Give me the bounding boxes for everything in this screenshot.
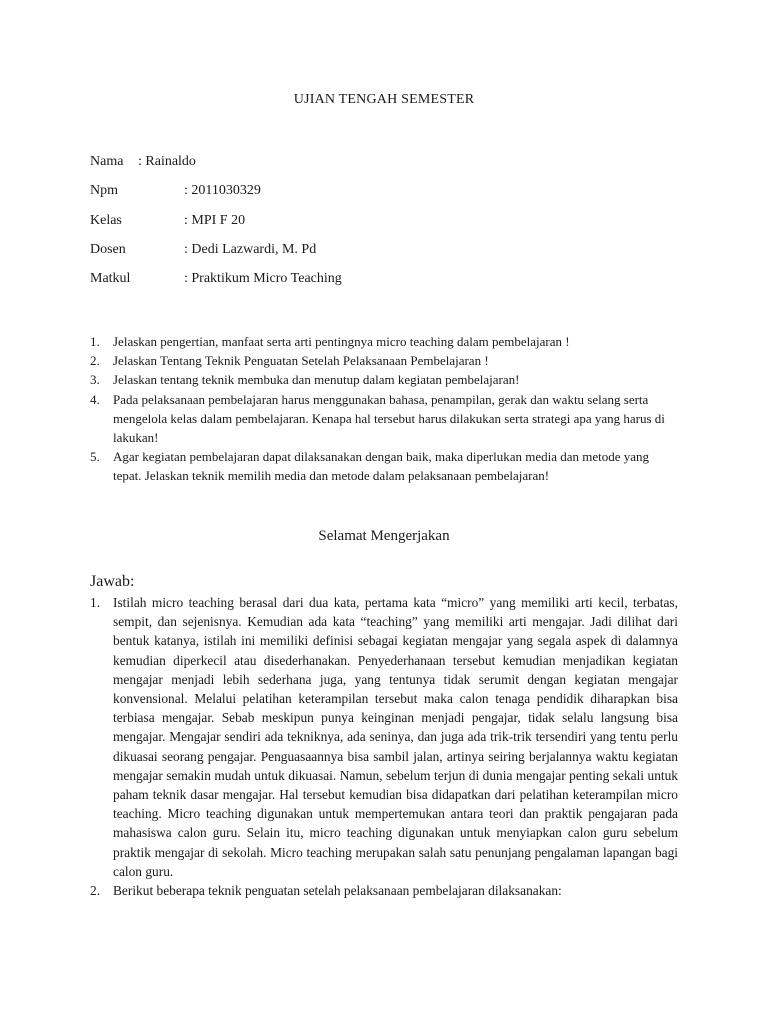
question-item — [90, 447, 670, 485]
answer-number: 2. — [90, 883, 101, 899]
info-label: Npm — [90, 183, 118, 198]
answer-text: Berikut beberapa teknik penguatan setelah pelaksanaan pembelajaran dilaksanakan: — [113, 883, 562, 899]
question-number: 1. — [90, 334, 100, 349]
question-number: 4. — [90, 391, 100, 407]
question-text: Jelaskan Tentang Teknik Penguatan Setelah Pelaksanaan Pembelajaran ! — [113, 353, 489, 369]
question-number: 3. — [90, 372, 100, 388]
question-text: Agar kegiatan pembelajaran dapat dilaksanakan dengan baik, maka diperlukan media dan metode yang tepat. Jelaskan teknik memilih media dan metode dalam pelaksanaan pembelajaran! — [113, 449, 650, 484]
answer-item — [90, 593, 678, 881]
question-item — [90, 390, 670, 448]
question-number: 5. — [90, 449, 100, 465]
question-number: 2. — [90, 353, 100, 369]
question-text: Pada pelaksanaan pembelajaran harus menggunakan bahasa, penampilan, gerak dan waktu selang serta mengelola kelas dalam pembelajaran. Kenapa hal tersebut harus dilakukan serta strategi apa yang harus di lakukan! — [113, 391, 665, 446]
info-value: : Rainaldo — [138, 154, 196, 169]
info-label: Kelas — [90, 213, 122, 228]
info-value: : Dedi Lazwardi, M. Pd — [184, 242, 317, 257]
question-text: Jelaskan tentang teknik membuka dan menutup dalam kegiatan pembelajaran! — [113, 372, 520, 388]
question-item — [90, 351, 670, 370]
question-item — [90, 332, 670, 351]
closing-greeting: Selamat Mengerjakan — [318, 528, 450, 544]
info-label: Nama — [90, 154, 124, 169]
answer-number: 1. — [90, 595, 101, 610]
info-row-dosen — [90, 241, 317, 259]
answer-list — [90, 593, 678, 900]
info-row-npm — [90, 182, 261, 200]
question-item — [90, 370, 670, 389]
answer-item — [90, 881, 678, 900]
info-label: Matkul — [90, 271, 131, 286]
info-row-matkul — [90, 270, 342, 288]
question-text: Jelaskan pengertian, manfaat serta arti pentingnya micro teaching dalam pembelajaran ! — [113, 334, 570, 349]
info-label: Dosen — [90, 242, 126, 257]
question-list — [90, 332, 670, 486]
info-value: : Praktikum Micro Teaching — [184, 271, 342, 286]
info-value: : MPI F 20 — [184, 213, 246, 228]
answer-heading: Jawab: — [90, 573, 135, 590]
info-row-kelas — [90, 212, 246, 230]
document-title: UJIAN TENGAH SEMESTER — [293, 92, 475, 107]
info-row-nama — [90, 153, 196, 171]
info-value: : 2011030329 — [184, 183, 261, 198]
answer-text: Istilah micro teaching berasal dari dua kata, pertama kata “micro” yang memiliki arti kecil, terbatas, sempit, dan sejenisnya. Kemudian ada kata “teaching” yang memiliki arti mengajar. Jadi dilihat dari bentuk katanya, istilah ini memiliki definisi sebagai kegiatan mengajar yang segala aspek di dalamnya kemudian diperkecil atau disederhanakan. Penyederhanaan tersebut kemudian menjadikan kegiatan mengajar menjadi lebih sederhana juga, yang tentunya tidak serumit dengan kegiatan mengajar konvensional. Melalui pelatihan keterampilan tersebut maka calon tenaga pendidik diharapkan bisa terbiasa mengajar. Sebab meskipun punya keinginan menjadi pengajar, tidak selalu langsung bisa mengajar. Mengajar sendiri ada tekniknya, ada seninya, dan juga ada trik-trik tersendiri yang tentu perlu dikuasai seorang pengajar. Penguasaannya bisa sambil jalan, artinya seiring berjalannya waktu kegiatan mengajar semakin mudah untuk dikuasai. Namun, sebelum terjun di dunia mengajar penting sekali untuk paham teknik dasar mengajar. Hal tersebut kemudian bisa didapatkan dari pelatihan keterampilan micro teaching. Micro teaching digunakan untuk mempertemukan antara teori dan praktik pengajaran pada mahasiswa calon guru. Selain itu, micro teaching digunakan untuk menyiapkan calon guru sebelum praktik mengajar di sekolah. Micro teaching merupakan salah satu penunjang pengalaman lapangan bagi calon guru. — [113, 595, 678, 879]
